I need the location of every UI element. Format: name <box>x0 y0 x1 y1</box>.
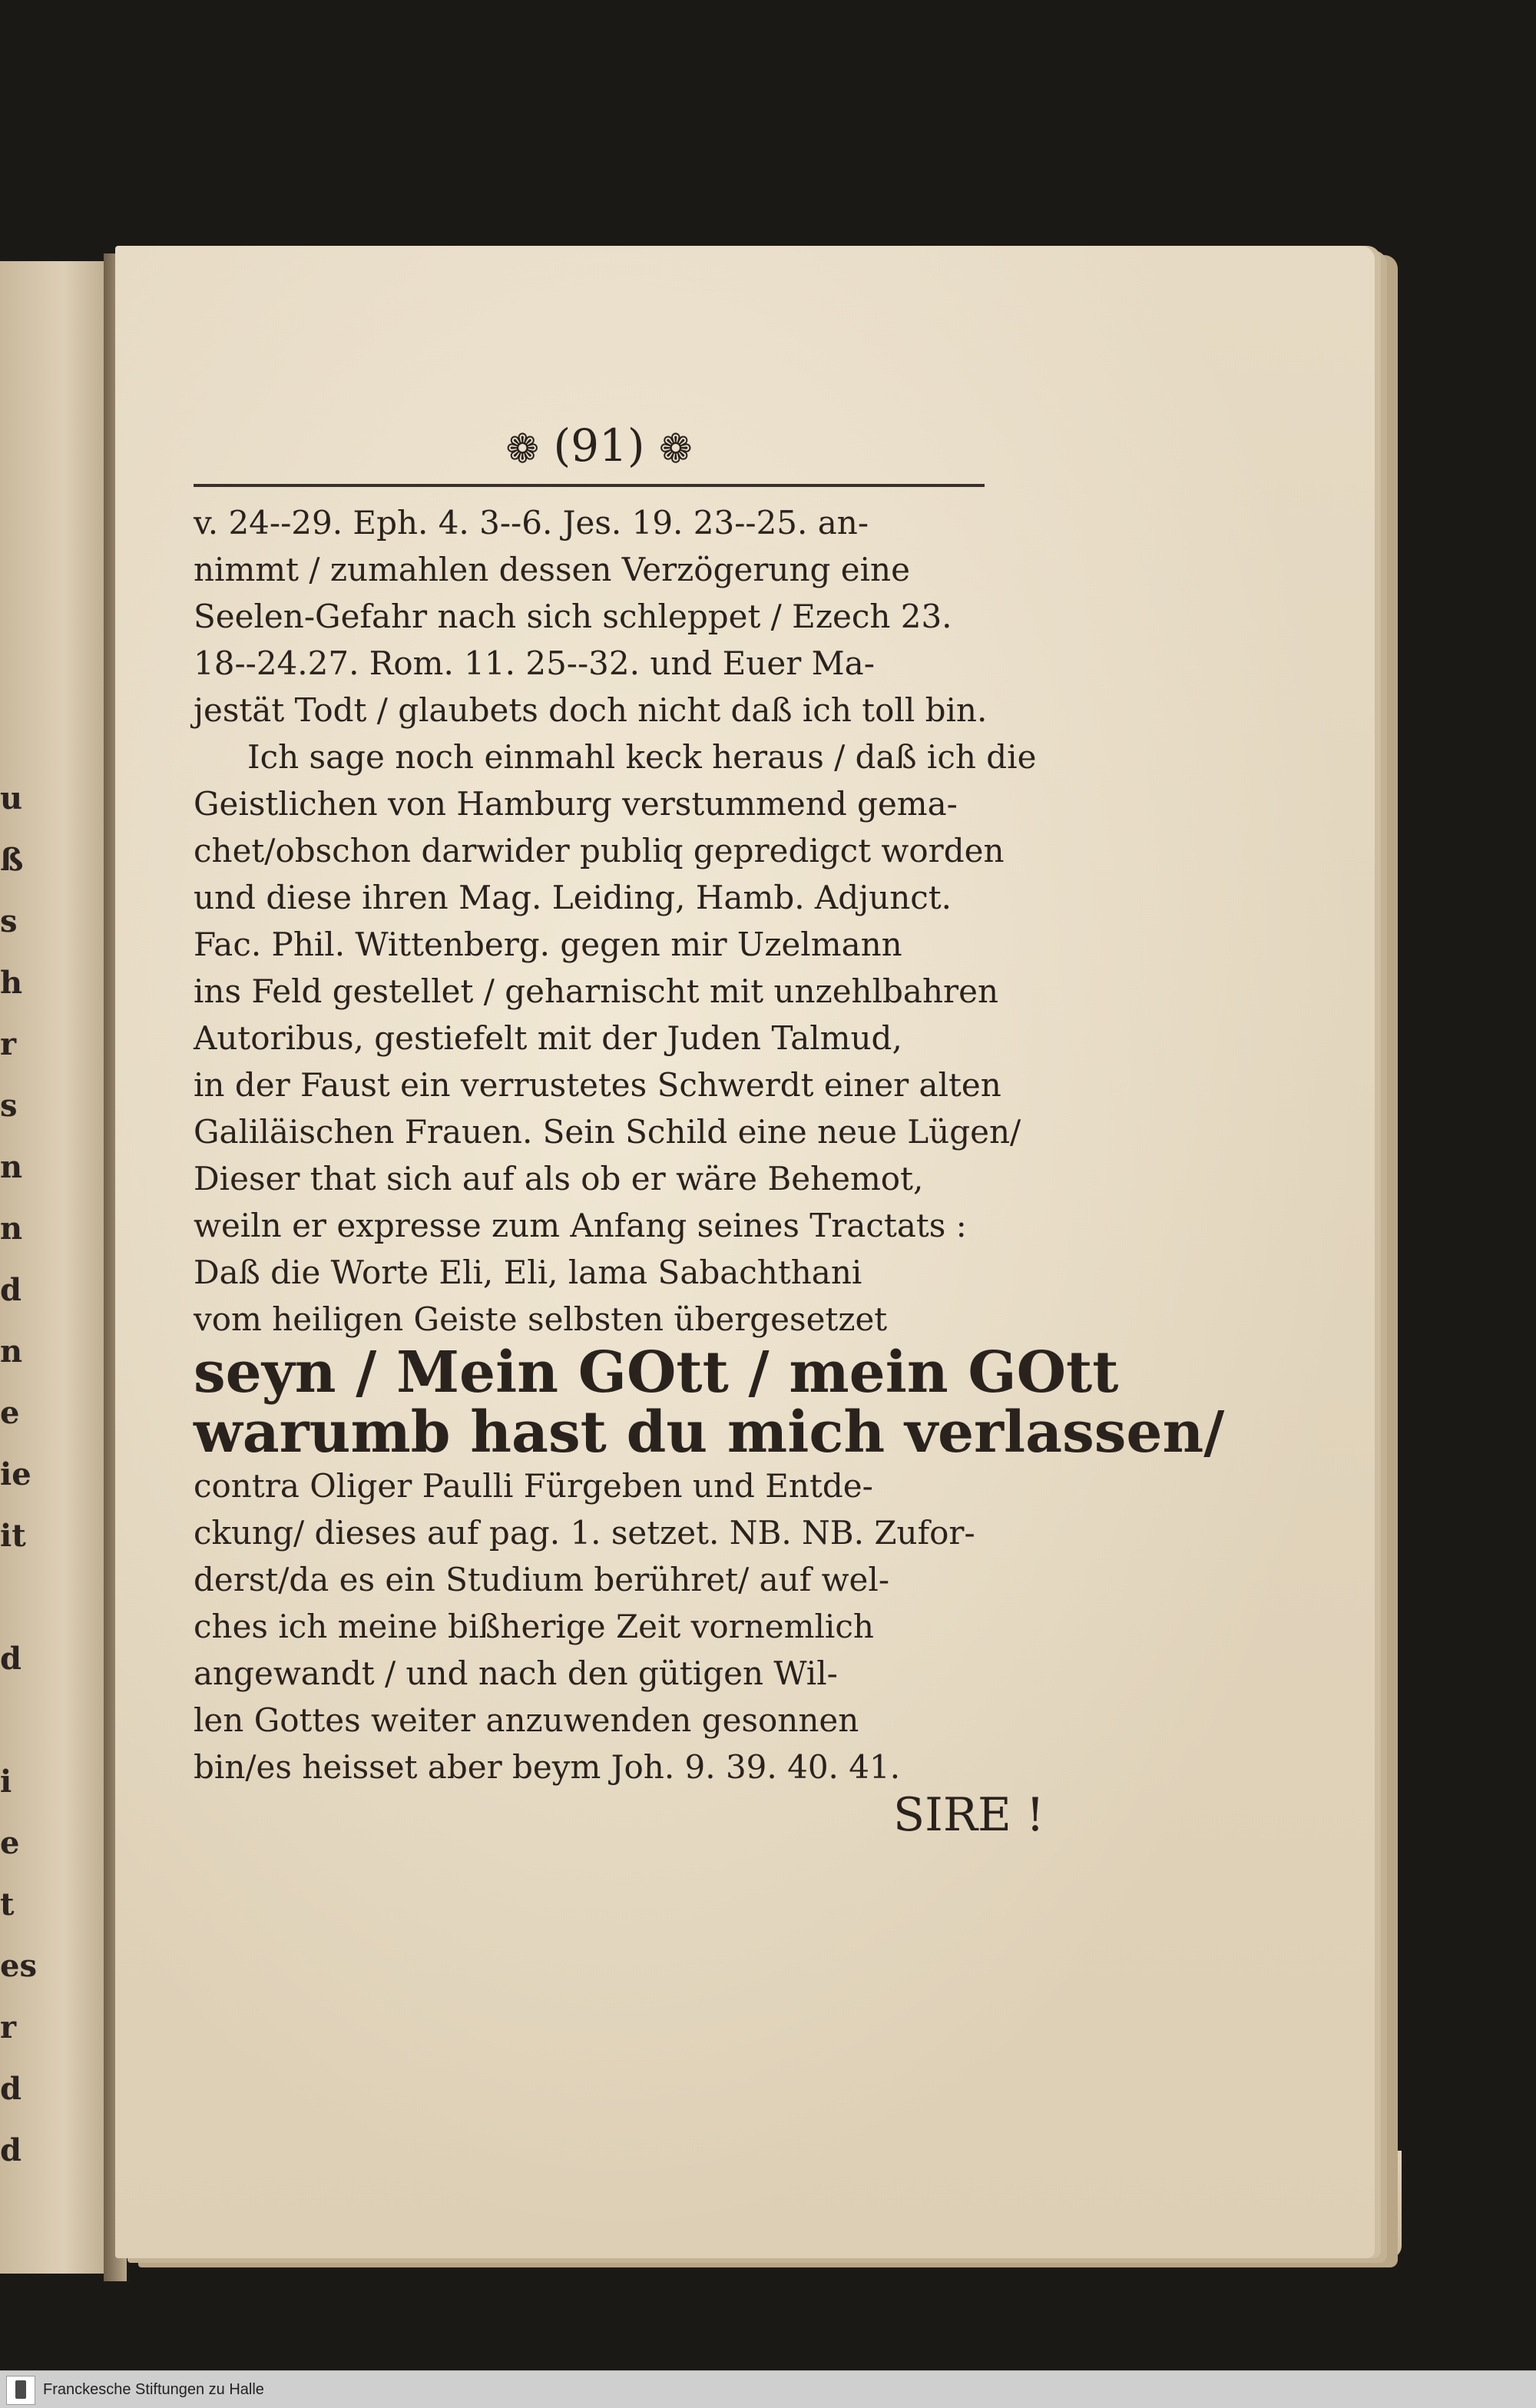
ornament-left-icon: ❁ <box>505 426 540 472</box>
text-line: derst/da es ein Studium berühret/ auf wel- <box>194 1561 890 1598</box>
text-line-emphasis: warumb hast du mich verlassen/ <box>194 1399 1225 1466</box>
text-line: ins Feld gestellet / geharnischt mit unzehlbahren <box>194 972 998 1010</box>
text-line: ckung/ dieses auf pag. 1. setzet. NB. NB. Zufor- <box>194 1514 975 1552</box>
left-page-edge-text: u ß s h r s n n d n e ie it d i e t es r d d <box>0 780 37 2168</box>
text-line: weiln er expresse zum Anfang seines Tractats : <box>194 1207 967 1244</box>
text-line: Dieser that sich auf als ob er wäre Behemot, <box>194 1160 924 1197</box>
text-line: in der Faust ein verrustetes Schwerdt einer alten <box>194 1066 1001 1104</box>
text-line-emphasis: seyn / Mein GOtt / mein GOtt <box>194 1340 1119 1406</box>
page-text <box>194 499 1225 1790</box>
text-line: nimmt / zumahlen dessen Verzögerung eine <box>194 551 910 588</box>
text-line: Ich sage noch einmahl keck heraus / daß ich die <box>247 738 1037 776</box>
header-rule <box>194 484 985 487</box>
catchword: SIRE ! <box>893 1788 1044 1842</box>
ornament-right-icon: ❁ <box>658 426 693 472</box>
text-line: 18--24.27. Rom. 11. 25--32. und Euer Ma- <box>194 644 875 682</box>
text-line: vom heiligen Geiste selbsten übergesetzet <box>194 1300 888 1338</box>
text-line: chet/obschon darwider publiq gepredigct worden <box>194 832 1005 869</box>
text-line: ches ich meine bißherige Zeit vornemlich <box>194 1608 874 1645</box>
page-number: (91) <box>553 419 645 472</box>
footer-bar <box>0 2370 1536 2408</box>
text-line: v. 24--29. Eph. 4. 3--6. Jes. 19. 23--25. an- <box>194 504 869 542</box>
text-line: Fac. Phil. Wittenberg. gegen mir Uzelmann <box>194 926 902 963</box>
text-line: angewandt / und nach den gütigen Wil- <box>194 1654 838 1692</box>
text-line: Seelen-Gefahr nach sich schleppet / Ezech 23. <box>194 598 952 635</box>
text-line: len Gottes weiter anzuwenden gesonnen <box>194 1701 859 1739</box>
text-line: Daß die Worte Eli, Eli, lama Sabachthani <box>194 1254 862 1291</box>
text-line: Galiläischen Frauen. Sein Schild eine neue Lügen/ <box>194 1113 1021 1151</box>
footer-institution: Franckesche Stiftungen zu Halle <box>43 2381 264 2398</box>
text-line: bin/es heisset aber beym Joh. 9. 39. 40. 41. <box>194 1748 901 1786</box>
text-line: und diese ihren Mag. Leiding, Hamb. Adjunct. <box>194 879 952 916</box>
left-page-edge <box>0 261 115 2274</box>
text-line: contra Oliger Paulli Fürgeben und Entde- <box>194 1467 873 1505</box>
institution-logo-icon <box>6 2376 35 2405</box>
text-line: Geistlichen von Hamburg verstummend gema- <box>194 785 958 823</box>
text-line: jestät Todt / glaubets doch nicht daß ich toll bin. <box>194 691 988 729</box>
page-header <box>476 415 722 476</box>
text-line: Autoribus, gestiefelt mit der Juden Talmud, <box>194 1019 902 1057</box>
